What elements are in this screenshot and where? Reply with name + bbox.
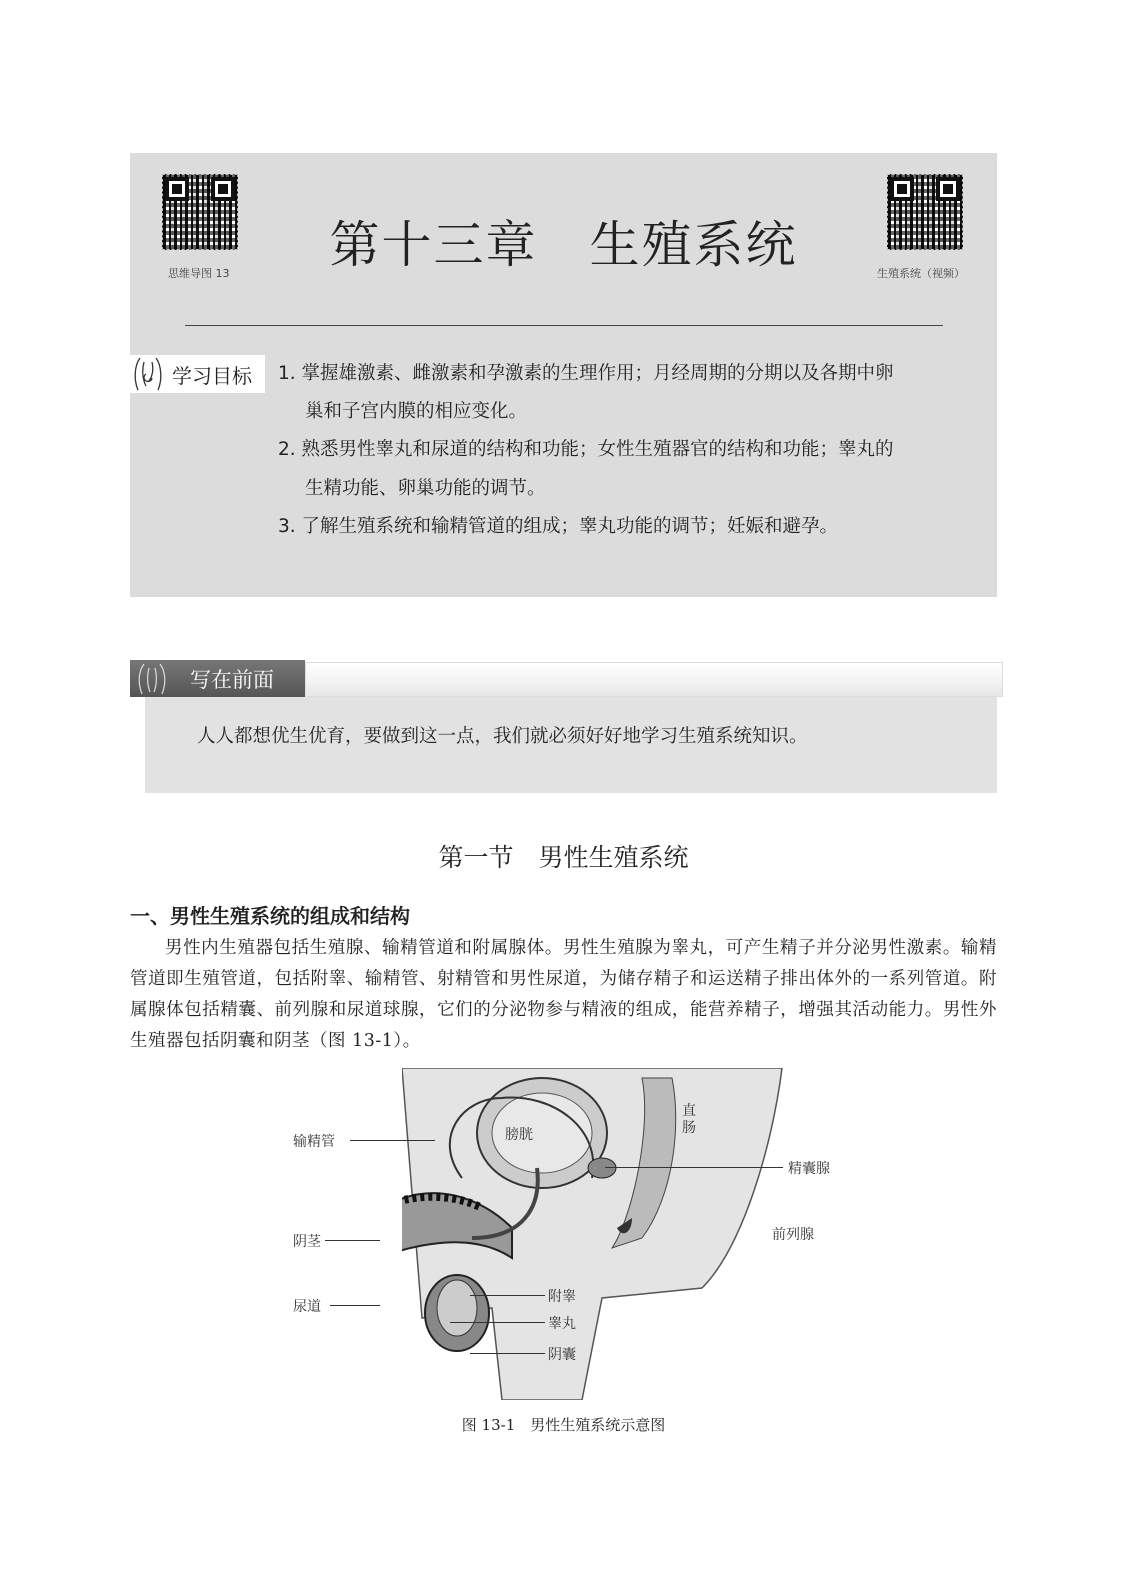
objectives-label-text: 学习目标 [172, 363, 252, 388]
qr-caption-video: 生殖系统（视频） [877, 267, 965, 280]
divider [185, 325, 943, 326]
objective-2: 2. 熟悉男性睾丸和尿道的结构和功能；女性生殖器官的结构和功能；睾丸的 [278, 439, 894, 460]
objective-3: 3. 了解生殖系统和输精管道的组成；睾丸功能的调节；妊娠和避孕。 [278, 516, 839, 537]
intro-tab-label: 写在前面 [190, 667, 274, 692]
objectives-label [130, 355, 265, 393]
label-vas-deferens: 输精管 [293, 1134, 335, 1150]
body-paragraph: 男性内生殖器包括生殖腺、输精管道和附属腺体。男性生殖腺为睾丸，可产生精子并分泌男性激素。输精管道即生殖管道，包括附睾、输精管、射精管和男性尿道，为储存精子和运送精子排出体外的一系列管道。附属腺体包括精囊、前列腺和尿道球腺，它们的分泌物参与精液的组成，能营养精子，增强其活动能力。男性外生殖器包括阴囊和阴茎（图 13-1）。 [130, 938, 997, 1051]
objective-1-cont: 巢和子宫内膜的相应变化。 [305, 401, 528, 422]
section-title: 第一节 男性生殖系统 [438, 843, 689, 872]
chapter-title: 第十三章 生殖系统 [329, 216, 798, 274]
intro-text: 人人都想优生优育，要做到这一点，我们就必须好好地学习生殖系统知识。 [197, 726, 808, 747]
figure-caption: 图 13-1 男性生殖系统示意图 [461, 1416, 666, 1434]
label-urethra: 尿道 [293, 1299, 321, 1315]
label-testis: 睾丸 [548, 1316, 576, 1332]
body-icon [134, 662, 170, 695]
label-seminal-vesicle: 精囊腺 [788, 1161, 830, 1177]
label-epididymis: 附睾 [548, 1289, 576, 1305]
label-rectum: 直肠 [682, 1103, 696, 1136]
label-prostate: 前列腺 [772, 1227, 814, 1243]
label-bladder: 膀胱 [505, 1127, 533, 1143]
body-icon [130, 356, 166, 392]
objective-2-cont: 生精功能、卵巢功能的调节。 [305, 478, 546, 499]
subsection-heading: 一、男性生殖系统的组成和结构 [130, 904, 410, 928]
qr-caption-mindmap: 思维导图 13 [168, 267, 230, 280]
intro-tab [130, 660, 305, 697]
intro-header-bar [305, 662, 1003, 697]
male-reproductive-anatomy-illustration [402, 1068, 786, 1400]
objective-1: 1. 掌握雄激素、雌激素和孕激素的生理作用；月经周期的分期以及各期中卵 [278, 363, 894, 384]
label-penis: 阴茎 [293, 1234, 321, 1250]
label-scrotum: 阴囊 [548, 1347, 576, 1363]
